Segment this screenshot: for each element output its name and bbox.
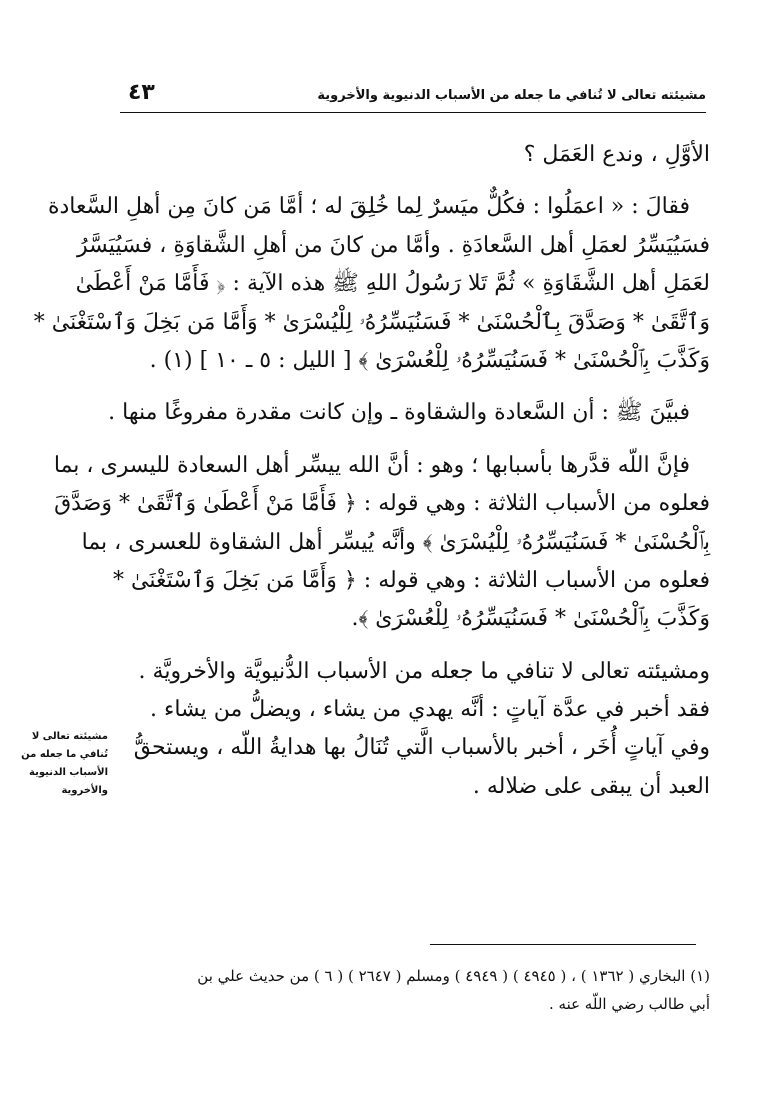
text-line: فقد أخبر في عدَّة آياتٍ : أنَّه يهدي من يشاء ، ويضلُّ من يشاء . <box>149 697 710 723</box>
running-header <box>120 80 706 113</box>
margin-note <box>20 728 108 800</box>
text-line: فعلوه من الأسباب الثلاثة : وهي قوله : ﴿ وَأَمَّا مَن بَخِلَ وَٱسْتَغْنَىٰ * <box>113 567 710 593</box>
footnote-line: أبي طالب رضي اللّه عنه . <box>548 995 710 1013</box>
footnote-divider <box>430 944 696 945</box>
text-line: فعلوه من الأسباب الثلاثة : وهي قوله : ﴿ فَأَمَّا مَنْ أَعْطَىٰ وَٱتَّقَىٰ * وَصَدَّقَ <box>54 491 710 517</box>
paragraph-gap <box>120 380 710 394</box>
margin-note-line: تُنافي ما جعله من <box>21 749 108 760</box>
text-line: لعَمَلِ أهل الشَّقَاوَةِ » ثُمَّ تَلا رَسُولُ اللهِ ﷺ هذه الآية : ﴿ فَأَمَّا مَنْ أَعْطَىٰ <box>75 271 710 297</box>
text-line: وَٱتَّقَىٰ * وَصَدَّقَ بِٱلْحُسْنَىٰ * فَسَنُيَسِّرُهُۥ لِلْيُسْرَىٰ * وَأَمَّا مَن بَخِلَ وَٱسْتَغْنَىٰ * <box>33 309 710 335</box>
margin-note-line: مشيئته تعالى لا <box>31 731 108 742</box>
text-line: فإنَّ اللّه قدَّرها بأسبابها ؛ وهو : أنَّ الله ييسِّر أهل السعادة لليسرى ، بما <box>53 452 690 478</box>
text-line: وَكَذَّبَ بِٱلْحُسْنَىٰ * فَسَنُيَسِّرُهُۥ لِلْعُسْرَىٰ ﴾ [ الليل : ٥ ـ ١٠ ] (١) . <box>149 347 710 373</box>
footnote <box>118 962 710 1018</box>
text-line: الأوَّلِ ، وندع العَمَل ؟ <box>523 142 710 167</box>
margin-note-line: الأسباب الدنيوية <box>29 767 108 778</box>
margin-note-line: والأخروية <box>61 785 108 796</box>
text-line: العبد أن يبقى على ضلاله . <box>472 773 710 799</box>
header-title: مشيئته تعالى لا تُنافي ما جعله من الأسباب الدنيوية والأخروية <box>317 88 706 103</box>
main-text <box>33 136 710 806</box>
footnote-line: (١) البخاري ( ١٣٦٢ ) ، ( ٤٩٤٥ ) ( ٤٩٤٩ ) ومسلم ( ٢٦٤٧ ) ( ٦ ) من حديث علي بن <box>197 967 710 985</box>
paragraph-gap <box>120 639 710 653</box>
page-number: ٤٣ <box>128 80 155 105</box>
text-line: فبيَّنَ ﷺ : أن السَّعادة والشقاوة ـ وإن كانت مقدرة مفروغًا منها . <box>108 400 690 426</box>
text-line: وَكَذَّبَ بِٱلْحُسْنَىٰ * فَسَنُيَسِّرُهُۥ لِلْعُسْرَىٰ ﴾. <box>351 606 710 632</box>
paragraph-gap <box>120 433 710 447</box>
paragraph-gap <box>120 174 710 188</box>
text-line: فقالَ : « اعمَلُوا : فكُلٌّ ميَسرٌ لِما خُلِقَ له ؛ أمَّا مَن كانَ مِن أهلِ السَّعادة <box>47 194 690 220</box>
text-line: بِٱلْحُسْنَىٰ * فَسَنُيَسِّرُهُۥ لِلْيُسْرَىٰ ﴾ وأنَّه يُيسِّر أهل الشقاوة للعسرى ، بما <box>81 529 710 555</box>
text-line: وفي آياتٍ أُخَر ، أخبر بالأسباب الَّتي تُنَالُ بها هدايةُ اللّه ، ويستحقُّ <box>133 735 710 761</box>
text-line: فسَيُيَسِّرُ لعمَلِ أهل السَّعادَةِ . وأمَّا من كانَ من أهلِ الشَّقاوَةِ ، فسَيُيَسَّرُ <box>77 232 710 258</box>
text-line: ومشيئته تعالى لا تنافي ما جعله من الأسباب الدُّنيويَّة والأخرويَّة . <box>138 658 710 684</box>
